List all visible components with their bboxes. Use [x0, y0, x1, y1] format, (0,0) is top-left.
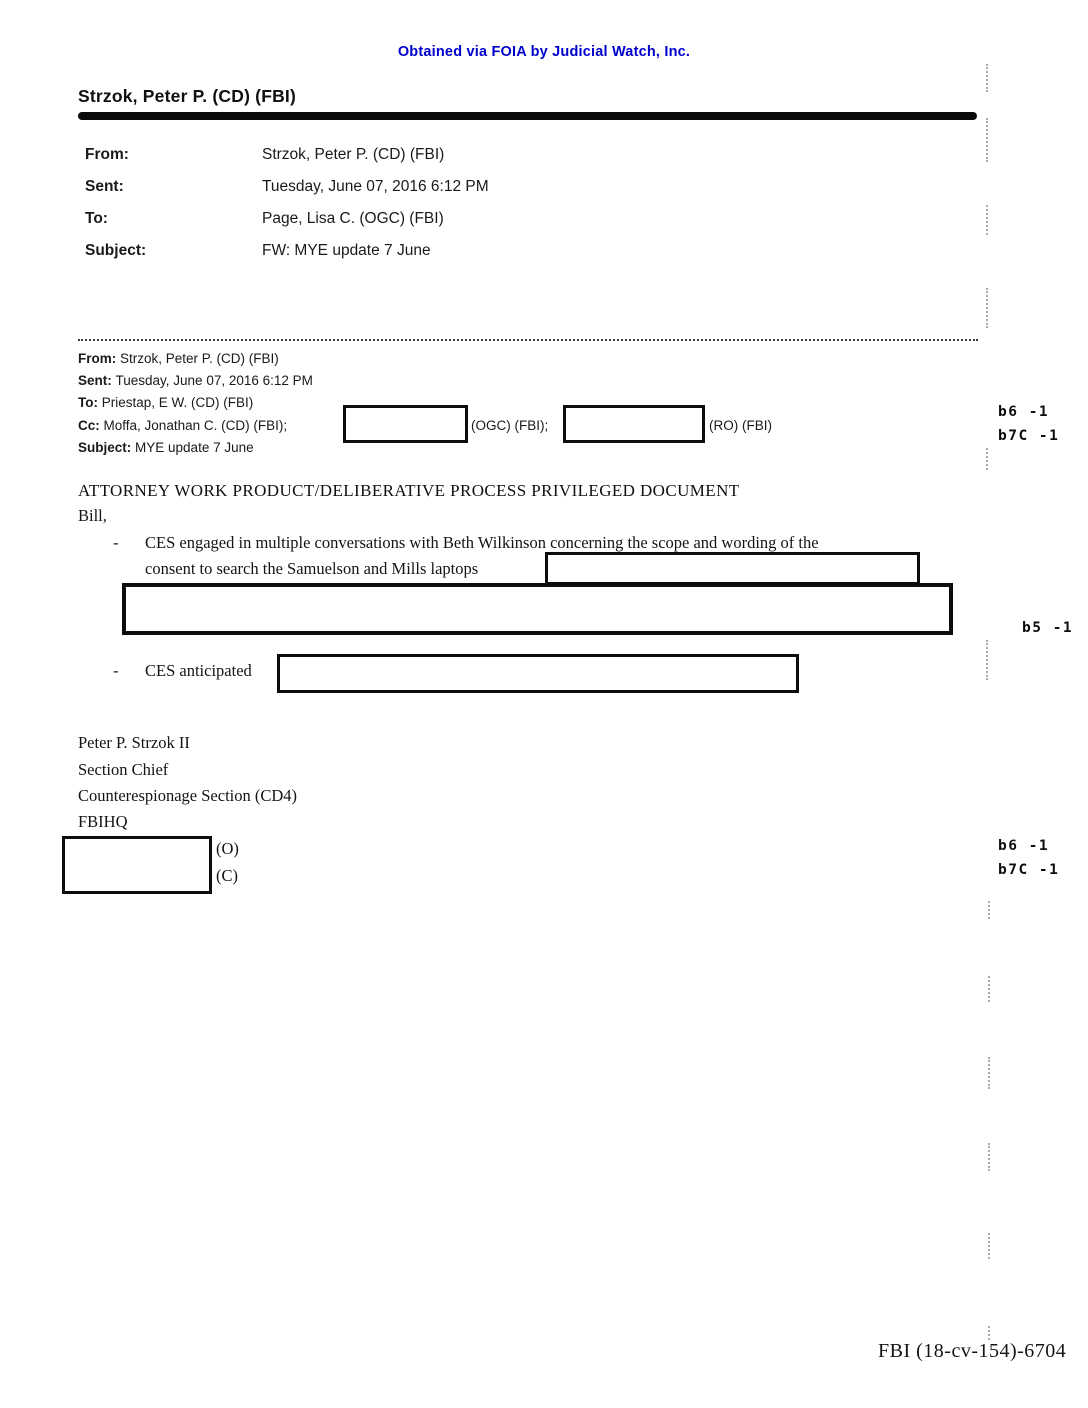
- scan-artifact-dots: [988, 1057, 990, 1089]
- scan-artifact-dots: [988, 1233, 990, 1259]
- fwd-to-value: Priestap, E W. (CD) (FBI): [101, 395, 254, 410]
- signature-title: Section Chief: [78, 760, 169, 779]
- document-title: Strzok, Peter P. (CD) (FBI): [78, 86, 297, 106]
- scan-artifact-dots: [986, 640, 988, 680]
- fwd-subject-line: [78, 440, 254, 455]
- scan-artifact-dots: [988, 1143, 990, 1171]
- scan-artifact-dots: [986, 64, 988, 92]
- bullet-1-marker: -: [113, 533, 119, 552]
- scan-artifact-dots: [986, 448, 988, 470]
- fwd-subject-label: Subject:: [78, 440, 132, 455]
- fwd-to-label: To:: [78, 395, 98, 410]
- subject-value: FW: MYE update 7 June: [262, 242, 431, 259]
- scan-artifact-dots: [986, 288, 988, 328]
- fwd-subject-value: MYE update 7 June: [135, 440, 254, 455]
- bullet-2-text: CES anticipated: [145, 661, 252, 680]
- redaction-box-cc-1: [343, 405, 468, 443]
- redaction-box-cc-2: [563, 405, 705, 443]
- signature-org: FBIHQ: [78, 812, 128, 831]
- to-value: Page, Lisa C. (OGC) (FBI): [262, 210, 444, 227]
- subject-label: Subject:: [85, 242, 147, 259]
- fwd-sent-label: Sent:: [78, 373, 112, 388]
- forwarded-message-separator: [78, 339, 978, 341]
- fwd-cc-value-2: (OGC) (FBI);: [471, 418, 549, 433]
- bullet-1-text-line-1: CES engaged in multiple conversations with Beth Wilkinson concerning the scope and wording of the: [145, 533, 819, 552]
- fwd-cc-label: Cc:: [78, 418, 100, 433]
- foia-watermark: Obtained via FOIA by Judicial Watch, Inc.: [397, 44, 691, 60]
- exemption-code-b6-bottom: b6 -1: [998, 838, 1050, 854]
- exemption-code-b5: b5 -1: [1022, 620, 1074, 636]
- fwd-to-line: [78, 395, 253, 410]
- privilege-banner: ATTORNEY WORK PRODUCT/DELIBERATIVE PROCESS PRIVILEGED DOCUMENT: [78, 481, 740, 500]
- sent-value: Tuesday, June 07, 2016 6:12 PM: [262, 178, 489, 195]
- fwd-cc-value-1: Moffa, Jonathan C. (CD) (FBI);: [103, 418, 288, 433]
- scan-artifact-dots: [988, 976, 990, 1002]
- fwd-cc-value-3: (RO) (FBI): [709, 418, 772, 433]
- redaction-box-body-inline: [545, 552, 920, 585]
- bullet-2-marker: -: [113, 661, 119, 680]
- bullet-1-text-line-2: consent to search the Samuelson and Mills laptops: [145, 559, 479, 578]
- title-divider-rule: [78, 112, 977, 120]
- exemption-code-b7c-top: b7C -1: [998, 428, 1060, 444]
- redaction-box-phone: [62, 836, 212, 894]
- signature-name: Peter P. Strzok II: [78, 733, 190, 752]
- fwd-sent-value: Tuesday, June 07, 2016 6:12 PM: [115, 373, 313, 388]
- sent-label: Sent:: [85, 178, 124, 195]
- from-label: From:: [85, 146, 129, 163]
- redaction-box-body-large: [122, 583, 953, 635]
- fwd-from-line: [78, 351, 279, 366]
- fwd-sent-line: [78, 373, 313, 388]
- scan-artifact-dots: [988, 901, 990, 919]
- greeting: Bill,: [78, 506, 107, 525]
- fwd-from-label: From:: [78, 351, 117, 366]
- scan-artifact-dots: [986, 205, 988, 235]
- exemption-code-b7c-bottom: b7C -1: [998, 862, 1060, 878]
- phone-office-suffix: (O): [216, 839, 239, 858]
- fwd-cc-line: [78, 418, 287, 433]
- to-label: To:: [85, 210, 108, 227]
- scan-artifact-dots: [988, 1326, 990, 1340]
- phone-cell-suffix: (C): [216, 866, 238, 885]
- bates-number: FBI (18-cv-154)-6704: [878, 1340, 1067, 1362]
- signature-section: Counterespionage Section (CD4): [78, 786, 298, 805]
- from-value: Strzok, Peter P. (CD) (FBI): [262, 146, 445, 163]
- scan-artifact-dots: [986, 118, 988, 162]
- redaction-box-bullet-2: [277, 654, 799, 693]
- exemption-code-b6-top: b6 -1: [998, 404, 1050, 420]
- fwd-from-value: Strzok, Peter P. (CD) (FBI): [120, 351, 279, 366]
